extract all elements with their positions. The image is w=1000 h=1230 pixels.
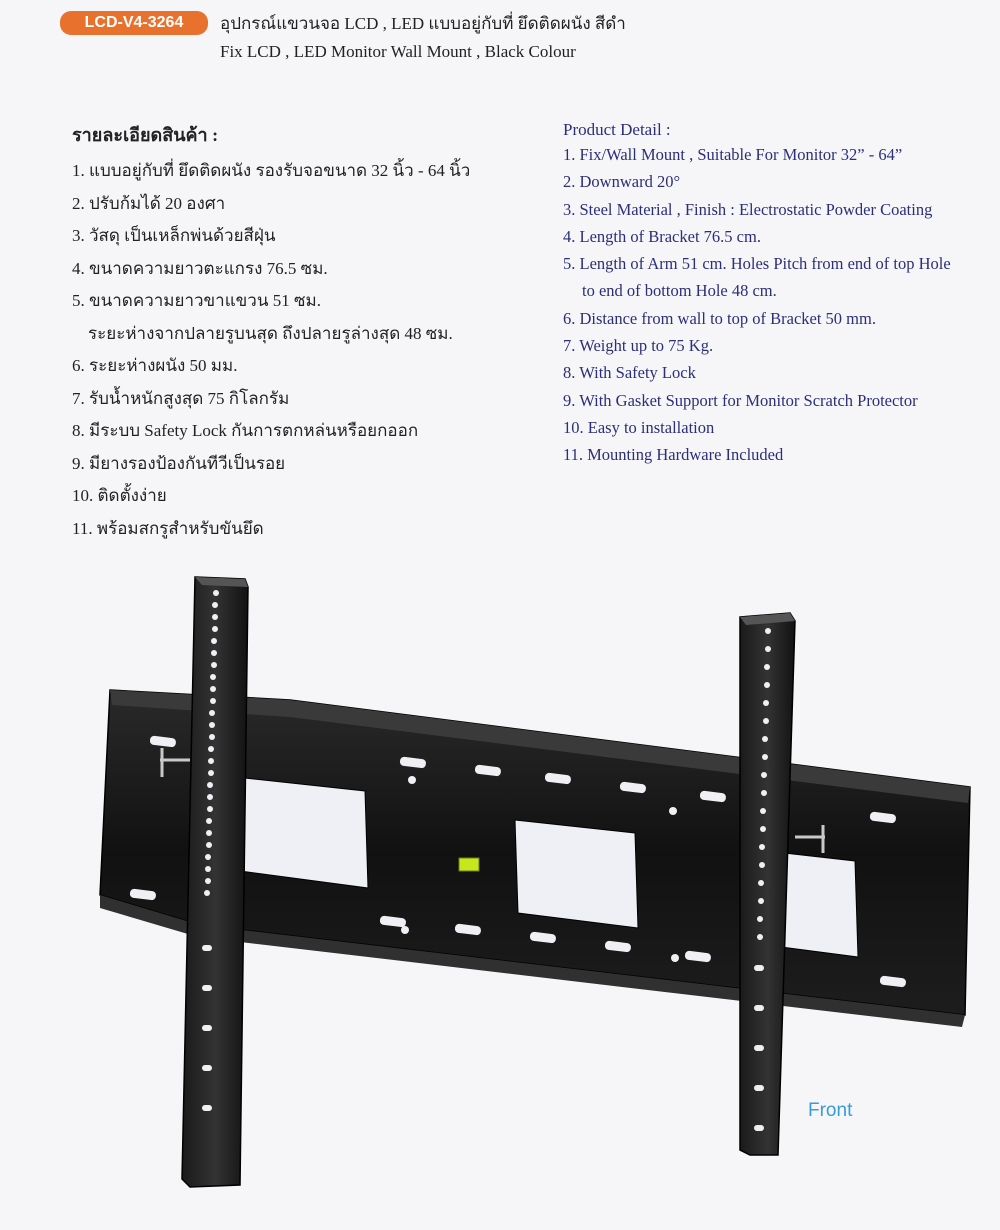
detail-english-column (563, 120, 993, 469)
detail-english-heading: Product Detail : (563, 120, 671, 139)
detail-thai-heading: รายละเอียดสินค้า : (72, 125, 219, 145)
list-item: 3. วัสดุ เป็นเหล็กพ่นด้วยสีฝุ่น (72, 226, 276, 245)
list-item: 2. ปรับก้มได้ 20 องศา (72, 193, 226, 213)
detail-english-list (563, 141, 993, 469)
list-item: 8. มีระบบ Safety Lock กันการตกหล่นหรือยกออก (72, 421, 419, 440)
list-item: 8. With Safety Lock (563, 363, 696, 383)
list-item: 4. Length of Bracket 76.5 cm. (563, 226, 761, 246)
title-english: Fix LCD , LED Monitor Wall Mount , Black Colour (220, 42, 576, 61)
list-item: 7. Weight up to 75 Kg. (563, 336, 714, 356)
front-view-caption: Front (808, 1100, 853, 1121)
list-item: 9. With Gasket Support for Monitor Scratch Protector (563, 390, 918, 410)
list-item: 2. Downward 20° (563, 172, 681, 192)
detail-thai-list (72, 155, 542, 545)
list-item: 4. ขนาดความยาวตะแกรง 76.5 ซม. (72, 258, 328, 278)
list-item: 1. Fix/Wall Mount , Suitable For Monitor 32” - 64” (563, 145, 903, 164)
model-code-badge: LCD-V4-3264 (60, 11, 208, 35)
list-item: 9. มียางรองป้องกันทีวีเป็นรอย (72, 453, 286, 473)
list-item: 1. แบบอยู่กับที่ ยึดติดผนัง รองรับจอขนาด 32 นิ้ว - 64 นิ้ว (72, 161, 471, 180)
list-item: 6. ระยะห่างผนัง 50 มม. (72, 356, 238, 375)
list-item: 11. Mounting Hardware Included (563, 445, 784, 465)
list-item (72, 285, 542, 350)
list-item: 10. Easy to installation (563, 417, 715, 437)
wall-mount-photo (90, 565, 990, 1215)
list-item-continuation: ระยะห่างจากปลายรูบนสุด ถึงปลายรูล่างสุด 48 ซม. (88, 323, 453, 343)
list-item: 6. Distance from wall to top of Bracket 50 mm. (563, 308, 876, 328)
list-item (563, 250, 993, 305)
detail-thai-column (72, 120, 542, 545)
list-item: 11. พร้อมสกรูสำหรับขันยึด (72, 518, 264, 538)
list-item-text: 5. ขนาดความยาวขาแขวน 51 ซม. (72, 291, 321, 310)
list-item-text: 5. Length of Arm 51 cm. Holes Pitch from end of top Hole (563, 254, 951, 274)
list-item-continuation: to end of bottom Hole 48 cm. (582, 281, 777, 301)
list-item: 3. Steel Material , Finish : Electrostatic Powder Coating (563, 199, 933, 219)
list-item: 7. รับน้ำหนักสูงสุด 75 กิโลกรัม (72, 388, 290, 408)
title-thai: อุปกรณ์แขวนจอ LCD , LED แบบอยู่กับที่ ยึดติดผนัง สีดำ (220, 14, 626, 33)
list-item: 10. ติดตั้งง่าย (72, 486, 167, 505)
